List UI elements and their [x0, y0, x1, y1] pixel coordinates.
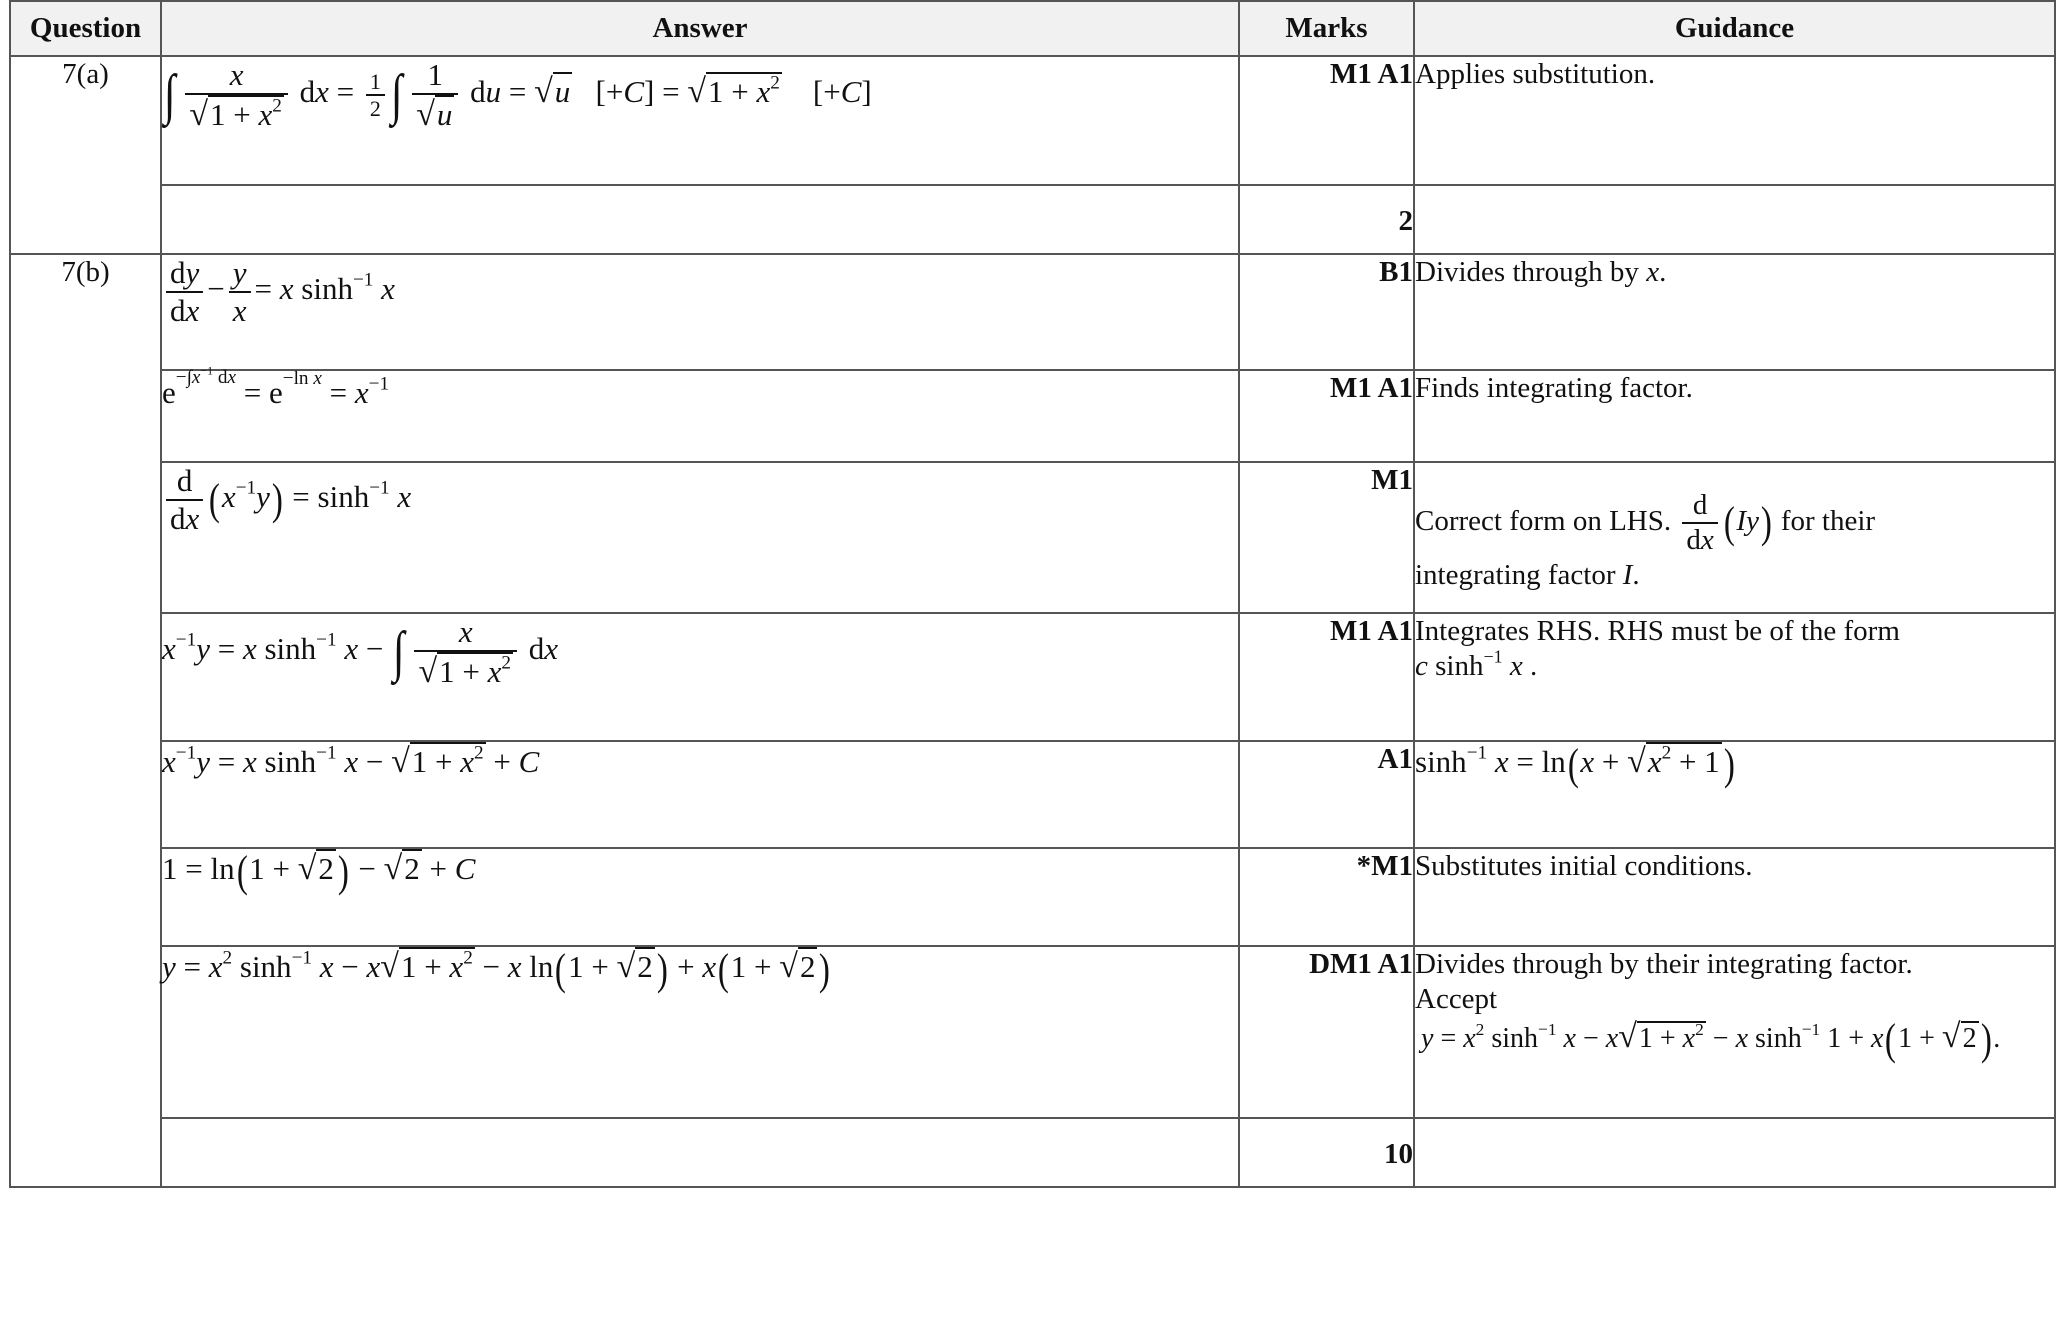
answer-7b-total-blank [161, 1118, 1239, 1187]
row-7b-4 [10, 613, 2055, 741]
header-question: Question [10, 1, 161, 56]
answer-7b-6: 1 = ln(1 + √2) − √2 + C [161, 848, 1239, 946]
marks-7a-total: 2 [1239, 185, 1414, 254]
answer-7b-4: $x^{-1}y = x$ $\sinh^{-1} x$ − ∫ $\frac{x}{√1 + x^2}$ dx [161, 613, 1239, 741]
question-7b: 7(b) [10, 254, 161, 1187]
marks-7b-1: B1 [1239, 254, 1414, 370]
row-7b-5 [10, 741, 2055, 848]
header-row [10, 1, 2055, 56]
guidance-7b-1: Divides through by x. [1414, 254, 2055, 370]
guidance-7a: Applies substitution. [1414, 56, 2055, 185]
mark-scheme-table [9, 0, 2056, 1188]
row-7a-1 [10, 56, 2055, 185]
row-7a-total [10, 185, 2055, 254]
marks-7b-7: DM1 A1 [1239, 946, 1414, 1118]
row-7b-7 [10, 946, 2055, 1118]
guidance-7b-6: Substitutes initial conditions. [1414, 848, 2055, 946]
answer-7b-5: $x^{-1}y = x$ $\sinh^{-1} x - √1 + x^2 + C$ [161, 741, 1239, 848]
marks-7b-4: M1 A1 [1239, 613, 1414, 741]
row-7b-3 [10, 462, 2055, 613]
row-7b-total [10, 1118, 2055, 1187]
row-7b-6 [10, 848, 2055, 946]
header-marks: Marks [1239, 1, 1414, 56]
answer-7a: ∫ $\frac{x}{√1 + x^2}$ dx = $\frac{1}{2}$ ∫ $\frac{1}{√u}$ du = √u $[+C] = √1 + x^2$ [+C] [161, 56, 1239, 185]
answer-7b-7: $y = x^2$ $\sinh^{-1} x - x√1 + x^2 - x$ ln(1 + √2) + x(1 + √2) [161, 946, 1239, 1118]
guidance-7b-7: Divides through by their integrating factor. Accept $y = x^2$ $\sinh^{-1} x - x√1 + x^2 - x$ $\sinh^{-1} 1 + x(1 + √2)$. [1414, 946, 2055, 1118]
guidance-7b-4: Integrates RHS. RHS must be of the form c $\sinh^{-1} x$ . [1414, 613, 2055, 741]
guidance-7b-2: Finds integrating factor. [1414, 370, 2055, 462]
guidance-7b-5: $\sinh^{-1} x = \ln(x + √x^2 + 1)$ [1414, 741, 2055, 848]
guidance-7b-total-blank [1414, 1118, 2055, 1187]
marks-7b-6: *M1 [1239, 848, 1414, 946]
marks-7a: M1 A1 [1239, 56, 1414, 185]
header-guidance: Guidance [1414, 1, 2055, 56]
row-7b-2 [10, 370, 2055, 462]
marks-7b-total: 10 [1239, 1118, 1414, 1187]
guidance-7a-total-blank [1414, 185, 2055, 254]
question-7a: 7(a) [10, 56, 161, 254]
answer-7b-2: $e^{-\int x^{-1} dx} = e^{-ln x} = x^{-1}$ [161, 370, 1239, 462]
marks-7b-2: M1 A1 [1239, 370, 1414, 462]
answer-7a-total-blank [161, 185, 1239, 254]
guidance-7b-3: Correct form on LHS. $\frac{d}{dx}$ (Iy) for their integrating factor I. [1414, 462, 2055, 613]
answer-7b-1: $\frac{dy}{dx}$ − $\frac{y}{x}$ = x $\sinh^{-1} x$ [161, 254, 1239, 370]
marks-7b-5: A1 [1239, 741, 1414, 848]
marks-7b-3: M1 [1239, 462, 1414, 613]
row-7b-1 [10, 254, 2055, 370]
answer-7b-3: $\frac{d}{dx}$ $(x^{-1}y) = \sinh^{-1} x$ [161, 462, 1239, 613]
header-answer: Answer [161, 1, 1239, 56]
